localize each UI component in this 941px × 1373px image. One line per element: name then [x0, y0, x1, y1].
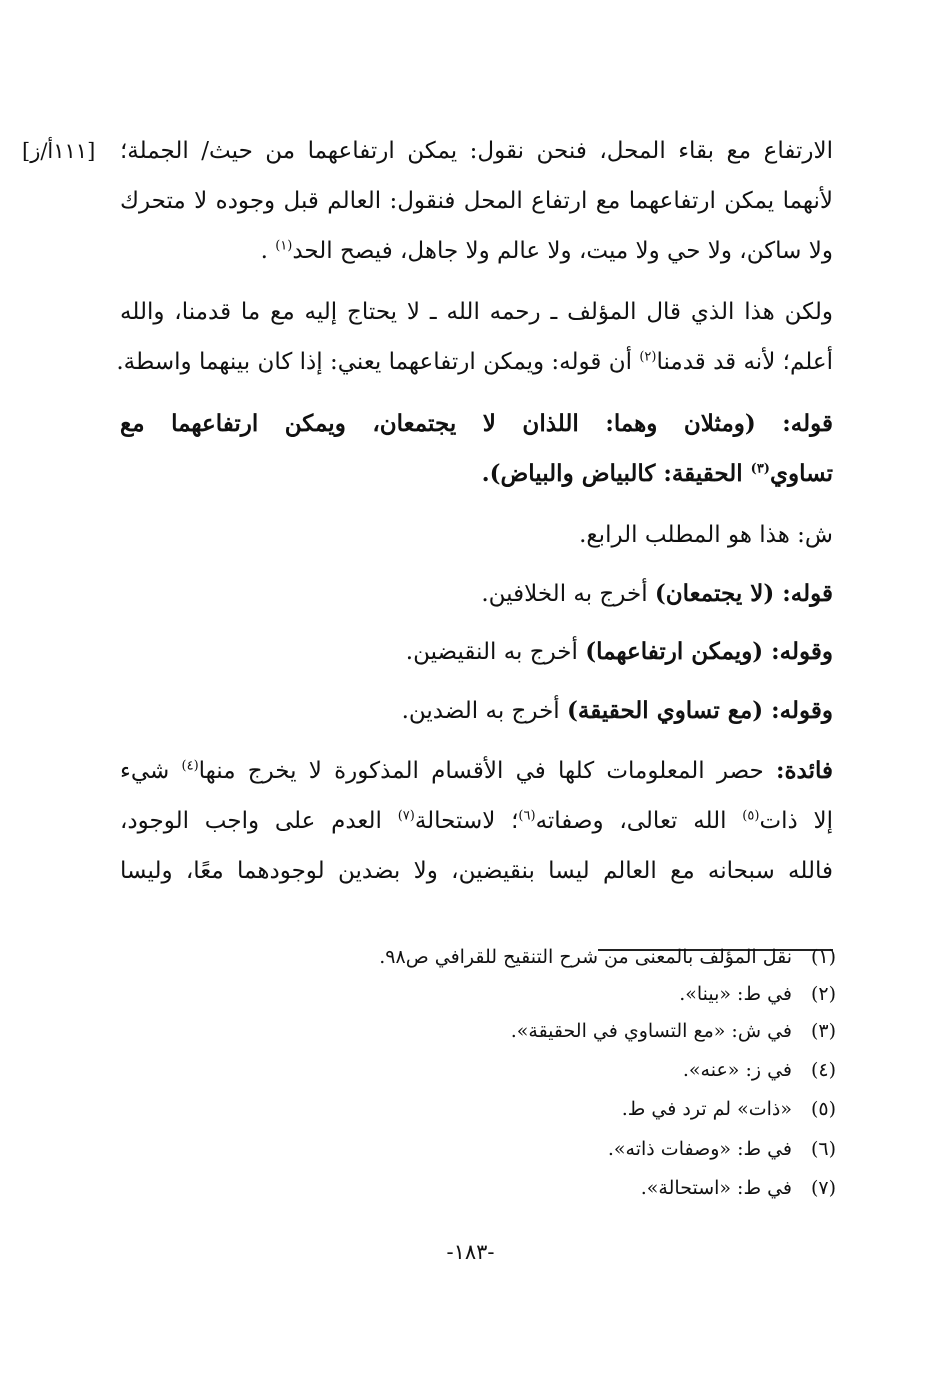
paragraph-8-line-2 — [120, 801, 833, 841]
footnote-1-text: نقل المؤلف بالمعنى من شرح التنقيح للقرافي ص٩٨. — [379, 946, 792, 968]
paragraph-8-text-b: شيء — [120, 758, 182, 784]
paragraph-7-rest: أخرج به الضدين. — [401, 698, 568, 724]
footnote-7-text: في ط: «استحالة». — [640, 1177, 792, 1199]
paragraph-8-line-2-a: إلا ذات — [759, 808, 833, 834]
footnote-4 — [120, 1055, 836, 1085]
paragraph-2-line-1: ولكن هذا الذي قال المؤلف ـ رحمه الله ـ لا يحتاج إليه مع ما قدمنا، والله — [120, 299, 833, 325]
footnote-1 — [120, 942, 836, 972]
footnote-6 — [120, 1134, 836, 1164]
footnote-ref-1[interactable]: (١) — [275, 238, 293, 254]
page-number: -١٨٣- — [446, 1240, 495, 1264]
footnote-ref-6[interactable]: (٦) — [518, 808, 536, 824]
paragraph-5-rest: أخرج به الخلافين. — [481, 581, 655, 607]
footnote-3 — [120, 1016, 836, 1046]
footnote-5 — [120, 1094, 836, 1124]
paragraph-1-line-1: الارتفاع مع بقاء المحل، فنحن نقول: يمكن ارتفاعهما من حيث/ الجملة؛ — [120, 138, 833, 164]
footnote-4-number: (٤) — [810, 1059, 836, 1081]
footnote-7-number: (٧) — [810, 1177, 836, 1199]
paragraph-3-text-a: تساوي — [769, 460, 833, 487]
footnote-2-number: (٢) — [810, 983, 836, 1005]
paragraph-8-line-3: فالله سبحانه مع العالم ليسا بنقيضين، ولا بضدين لوجودهما معًا، وليسا — [120, 858, 833, 884]
paragraph-8-bold: فائدة: — [775, 757, 833, 784]
paragraph-8-line-2-b: الله تعالى، وصفاته — [535, 808, 743, 834]
manuscript-folio-reference: [١١١أ/ز] — [22, 139, 96, 163]
paragraph-7 — [120, 691, 833, 731]
footnote-1-number: (١) — [810, 946, 836, 968]
paragraph-1-line-2: لأنهما يمكن ارتفاعهما مع ارتفاع المحل فنقول: العالم قبل وجوده لا متحرك — [120, 188, 833, 214]
footnote-6-number: (٦) — [810, 1138, 836, 1160]
paragraph-1-line-3-end: . — [260, 238, 268, 264]
footnote-3-text: في ش: «مع التساوي في الحقيقة». — [510, 1020, 792, 1042]
footnote-ref-5[interactable]: (٥) — [742, 808, 760, 824]
paragraph-6-bold: وقوله: (ويمكن ارتفاعهما) — [585, 638, 833, 665]
footnote-ref-4[interactable]: (٤) — [181, 758, 199, 774]
paragraph-2-line-2 — [116, 342, 833, 382]
footnote-ref-7[interactable]: (٧) — [397, 808, 415, 824]
paragraph-7-bold: وقوله: (مع تساوي الحقيقة) — [567, 697, 833, 724]
footnote-5-text: «ذات» لم ترد في ط. — [621, 1098, 792, 1120]
paragraph-8-text-a: حصر المعلومات كلها في الأقسام المذكورة لا يخرج منها — [198, 758, 776, 784]
paragraph-2-text-b: أن قوله: ويمكن ارتفاعهما يعني: إذا كان بينهما واسطة. — [116, 349, 640, 375]
paragraph-3-text-b: الحقيقة: كالبياض والبياض). — [481, 460, 751, 487]
footnote-3-number: (٣) — [810, 1020, 836, 1042]
footnote-6-text: في ط: «وصفات ذاته». — [607, 1138, 792, 1160]
paragraph-8-line-2-c: ؛ لاستحالة — [414, 808, 519, 834]
paragraph-1-line-3-text: ولا ساكن، ولا حي ولا ميت، ولا عالم ولا جاهل، فيصح الحد — [292, 238, 833, 264]
paragraph-6 — [120, 632, 833, 672]
footnote-2 — [120, 979, 836, 1009]
footnote-5-number: (٥) — [810, 1098, 836, 1120]
footnote-4-text: في ز: «عنه». — [682, 1059, 792, 1081]
paragraph-5 — [120, 574, 833, 614]
paragraph-5-bold: قوله: (لا يجتمعان) — [654, 580, 833, 607]
footnote-ref-2[interactable]: (٢) — [639, 349, 657, 365]
paragraph-8-line-1 — [120, 751, 833, 791]
footnote-ref-3[interactable]: (٣) — [750, 461, 770, 477]
paragraph-4: ش: هذا هو المطلب الرابع. — [579, 522, 833, 548]
paragraph-6-rest: أخرج به النقيضين. — [405, 639, 586, 665]
footnote-7 — [120, 1173, 836, 1203]
footnote-2-text: في ط: «بينا». — [679, 983, 792, 1005]
paragraph-1-line-3 — [120, 231, 833, 271]
paragraph-3-line-2 — [120, 454, 833, 494]
paragraph-2-text-a: أعلم؛ لأنه قد قدمنا — [656, 349, 833, 375]
paragraph-3-line-1: قوله: (ومثلان وهما: اللذان لا يجتمعان، ويمكن ارتفاعهما مع — [120, 410, 833, 437]
paragraph-8-line-2-d: العدم على واجب الوجود، — [120, 808, 398, 834]
